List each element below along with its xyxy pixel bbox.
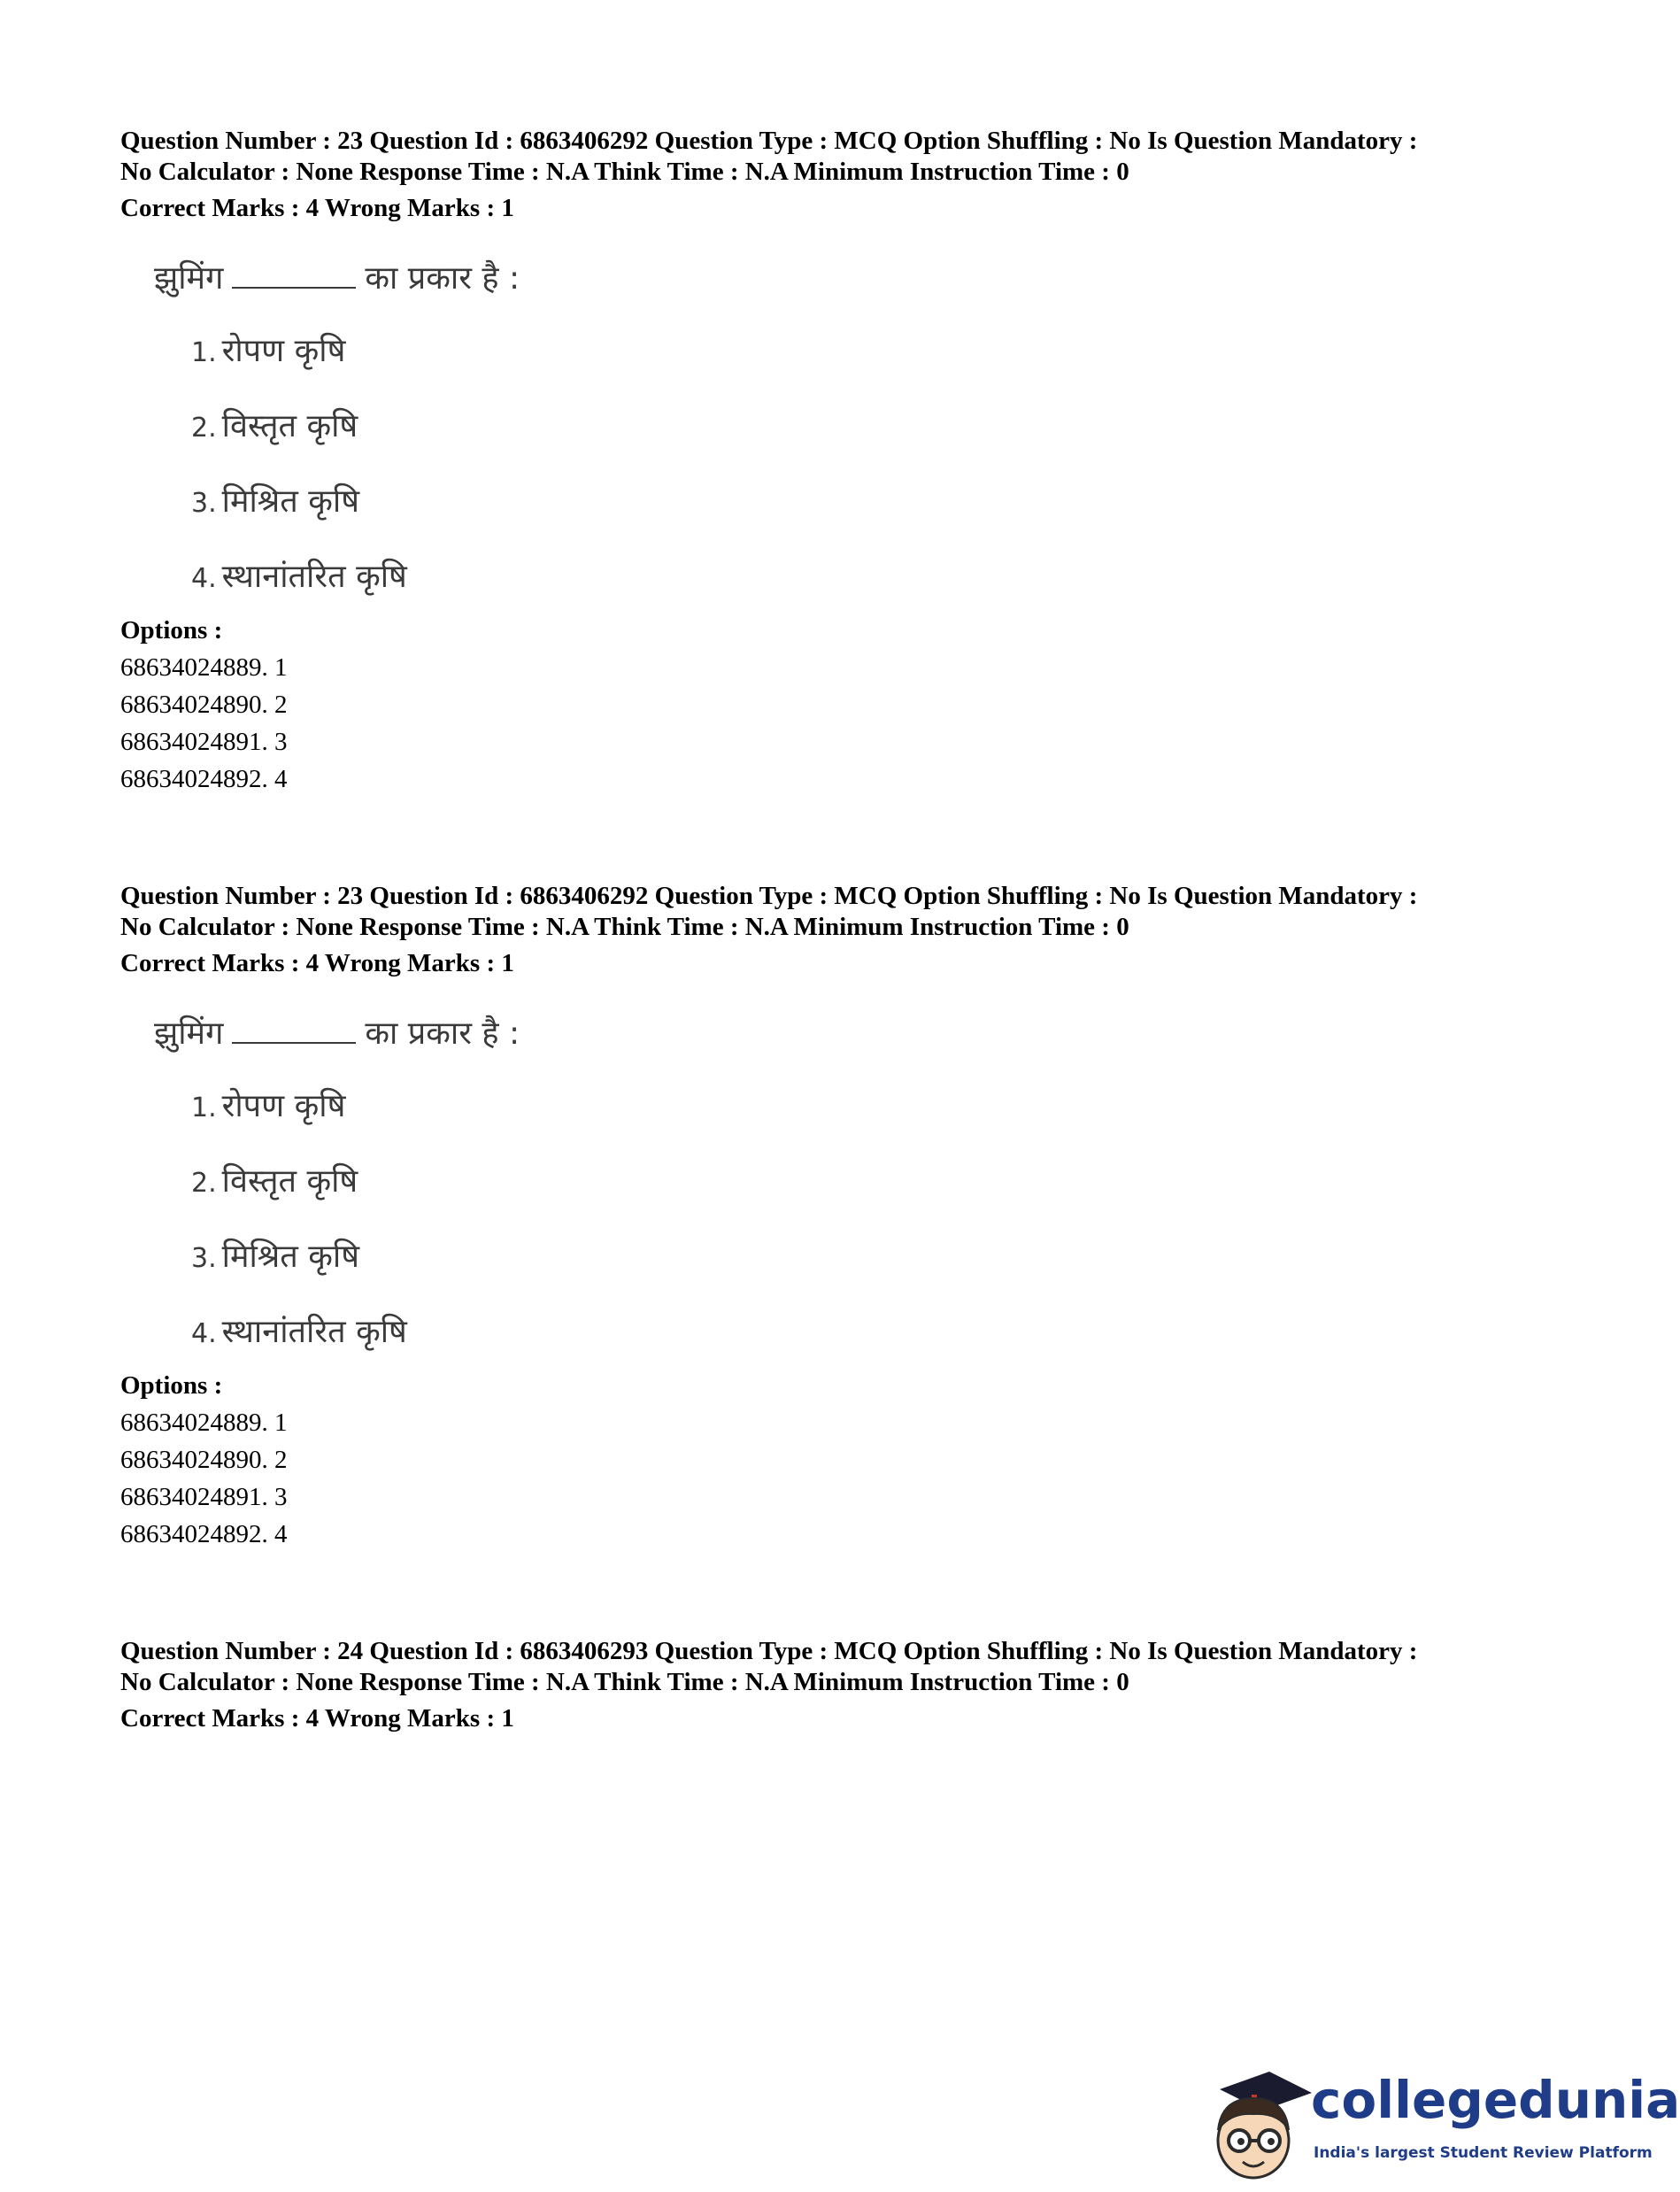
logo-tagline: India's largest Student Review Platform	[1314, 2144, 1653, 2162]
option-item: 68634024892. 4	[120, 1520, 288, 1548]
choice-text: रोपण कृषि	[221, 333, 346, 369]
question-meta-line-1: Question Number : 23 Question Id : 6863406292 Question Type : MCQ Option Shuffling : No Is Question Mandatory :	[120, 127, 1418, 155]
question-image	[154, 258, 597, 603]
stem-blank	[232, 260, 356, 289]
question-stem	[154, 1013, 520, 1055]
choice-number: 4.	[191, 563, 217, 594]
choice-number: 2.	[191, 1168, 217, 1199]
choice-4	[191, 1311, 407, 1355]
choice-text: स्थानांतरित कृषि	[221, 1314, 407, 1350]
choice-text: मिश्रित कृषि	[221, 483, 360, 520]
choice-1	[191, 330, 345, 374]
stem-after: का प्रकार है :	[365, 1015, 520, 1052]
choice-text: स्थानांतरित कृषि	[221, 559, 407, 595]
question-block-2	[120, 881, 1537, 1553]
option-item: 68634024892. 4	[120, 765, 288, 793]
choice-text: रोपण कृषि	[221, 1088, 346, 1124]
choice-3	[191, 1236, 359, 1280]
choice-text: विस्तृत कृषि	[221, 408, 358, 444]
option-item: 68634024889. 1	[120, 1409, 288, 1437]
mascot-icon	[1200, 2059, 1315, 2183]
option-item: 68634024891. 3	[120, 1483, 288, 1511]
choice-4	[191, 556, 407, 600]
choice-number: 2.	[191, 413, 217, 444]
option-item: 68634024891. 3	[120, 728, 288, 756]
question-meta-line-2: No Calculator : None Response Time : N.A Think Time : N.A Minimum Instruction Time : 0	[120, 1668, 1129, 1696]
choice-1	[191, 1085, 345, 1130]
choice-number: 3.	[191, 1243, 217, 1274]
option-item: 68634024890. 2	[120, 1446, 288, 1474]
question-meta-line-2: No Calculator : None Response Time : N.A Think Time : N.A Minimum Instruction Time : 0	[120, 158, 1129, 186]
question-block-3	[120, 1636, 1537, 1734]
question-stem	[154, 258, 520, 300]
choice-number: 1.	[191, 337, 217, 368]
collegedunia-logo	[1200, 2059, 1680, 2183]
question-image	[154, 1013, 597, 1358]
question-block-1	[120, 126, 1537, 798]
option-item: 68634024890. 2	[120, 691, 288, 719]
choice-2	[191, 1161, 358, 1205]
choice-3	[191, 481, 359, 525]
choice-number: 3.	[191, 488, 217, 519]
question-marks: Correct Marks : 4 Wrong Marks : 1	[120, 1704, 514, 1733]
stem-blank	[232, 1015, 356, 1044]
options-heading: Options :	[120, 1371, 223, 1400]
choice-number: 1.	[191, 1092, 217, 1123]
option-item: 68634024889. 1	[120, 653, 288, 682]
stem-before: झुमिंग	[154, 1015, 224, 1052]
options-heading: Options :	[120, 616, 223, 644]
question-meta-line-2: No Calculator : None Response Time : N.A Think Time : N.A Minimum Instruction Time : 0	[120, 913, 1129, 941]
choice-number: 4.	[191, 1318, 217, 1349]
stem-after: का प्रकार है :	[365, 260, 520, 297]
question-meta-line-1: Question Number : 23 Question Id : 6863406292 Question Type : MCQ Option Shuffling : No Is Question Mandatory :	[120, 882, 1418, 910]
question-marks: Correct Marks : 4 Wrong Marks : 1	[120, 194, 514, 222]
choice-text: मिश्रित कृषि	[221, 1239, 360, 1275]
choice-2	[191, 405, 358, 450]
logo-name: collegedunia	[1311, 2070, 1680, 2130]
choice-text: विस्तृत कृषि	[221, 1163, 358, 1200]
question-meta-line-1: Question Number : 24 Question Id : 6863406293 Question Type : MCQ Option Shuffling : No Is Question Mandatory :	[120, 1637, 1418, 1665]
question-marks: Correct Marks : 4 Wrong Marks : 1	[120, 949, 514, 977]
stem-before: झुमिंग	[154, 260, 224, 297]
